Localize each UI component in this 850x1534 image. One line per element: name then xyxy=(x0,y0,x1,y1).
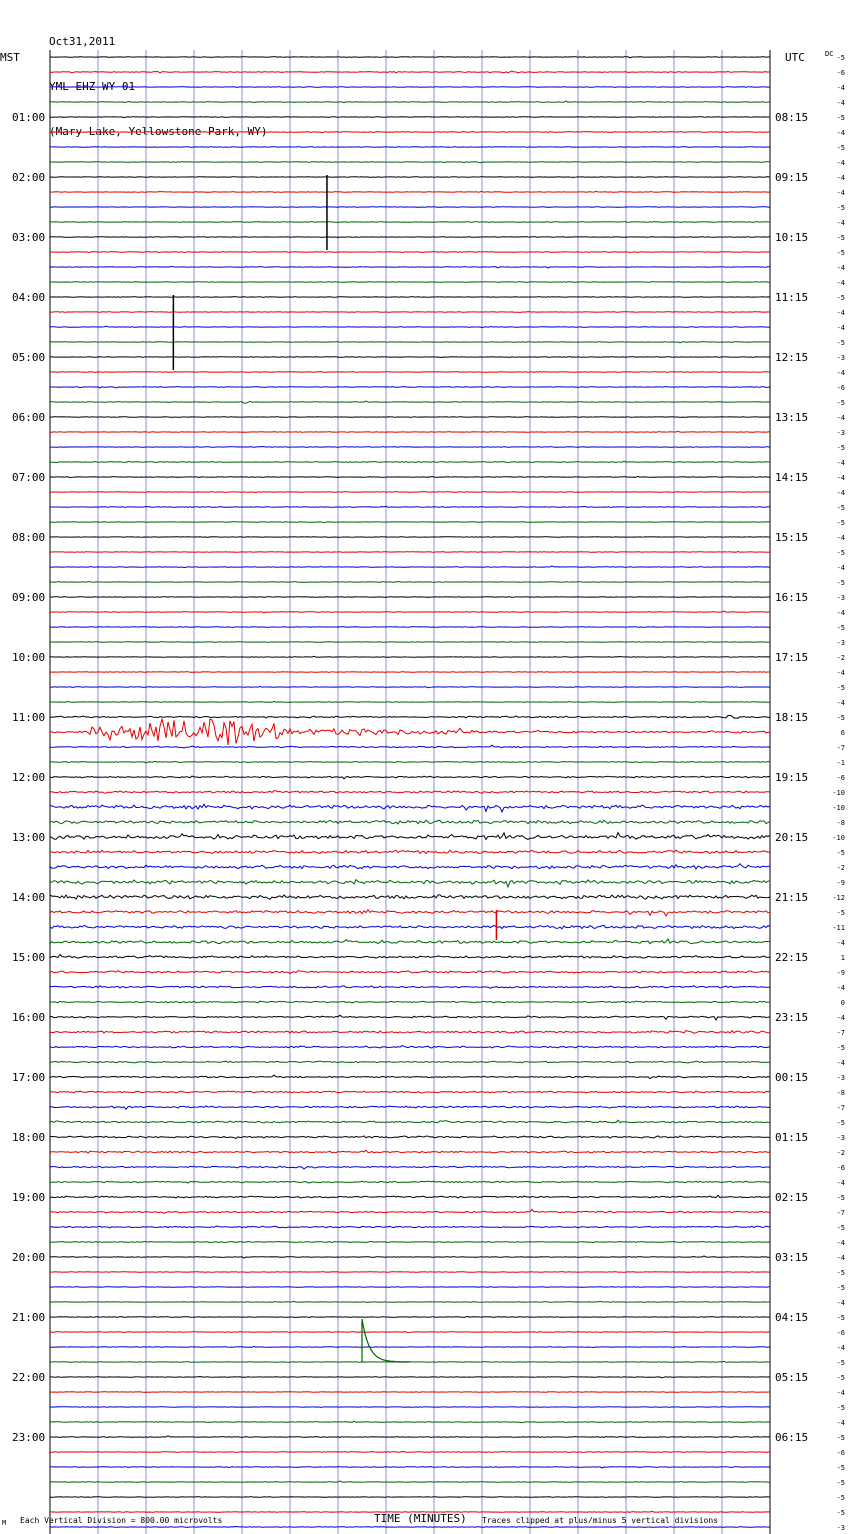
trace-line xyxy=(50,971,770,974)
trace-line xyxy=(50,1181,770,1183)
dc-offset-label: -5 xyxy=(836,54,845,62)
dc-offset-label: -4 xyxy=(836,159,845,167)
trace-line xyxy=(50,1421,770,1423)
mst-hour-label: 18:00 xyxy=(12,1131,46,1144)
mst-hour-label: 11:00 xyxy=(12,711,46,724)
trace-line xyxy=(50,1001,770,1003)
dc-offset-label: -5 xyxy=(836,549,845,557)
trace-line xyxy=(50,57,770,58)
dc-offset-label: -5 xyxy=(836,114,845,122)
trace-line xyxy=(50,1331,770,1332)
trace-line xyxy=(50,266,770,268)
dc-offset-label: -4 xyxy=(836,609,845,617)
dc-offset-label: -4 xyxy=(836,1344,845,1352)
dc-offset-label: -4 xyxy=(836,279,845,287)
utc-hour-label: 21:15 xyxy=(775,891,809,904)
trace-line xyxy=(50,1242,770,1243)
trace-line xyxy=(50,1467,770,1468)
mst-hour-label: 23:00 xyxy=(12,1431,46,1444)
dc-offset-label: -4 xyxy=(836,1254,845,1262)
dc-offset-label: -2 xyxy=(836,864,845,872)
dc-offset-label: -4 xyxy=(836,264,845,272)
trace-line xyxy=(50,476,770,477)
dc-offset-label: -8 xyxy=(836,1089,845,1097)
utc-hour-label: 10:15 xyxy=(775,231,809,244)
utc-hour-label: 12:15 xyxy=(775,351,809,364)
trace-line xyxy=(50,791,770,794)
dc-offset-label: -10 xyxy=(832,789,845,797)
dc-offset-label: -12 xyxy=(832,894,845,902)
trace-line xyxy=(50,715,770,718)
trace-line xyxy=(50,1317,770,1318)
dc-offset-label: -4 xyxy=(836,84,845,92)
trace-line xyxy=(50,387,770,388)
dc-offset-label: -4 xyxy=(836,174,845,182)
dc-offset-label: -2 xyxy=(836,1149,845,1157)
dc-offset-label: -7 xyxy=(836,1029,845,1037)
dc-offset-label: -4 xyxy=(836,489,845,497)
trace-line xyxy=(50,1061,770,1063)
trace-line xyxy=(50,776,770,779)
trace-line xyxy=(50,1377,770,1378)
mst-hour-label: 12:00 xyxy=(12,771,46,784)
dc-offset-label: -4 xyxy=(836,1239,845,1247)
dc-offset-label: -5 xyxy=(836,1359,845,1367)
trace-line xyxy=(50,833,770,840)
trace-line xyxy=(50,986,770,989)
dc-offset-label: -4 xyxy=(836,984,845,992)
trace-line xyxy=(50,701,770,702)
trace-line xyxy=(50,147,770,148)
utc-hour-label: 06:15 xyxy=(775,1431,809,1444)
dc-offset-label: -5 xyxy=(836,1374,845,1382)
mst-hour-label: 15:00 xyxy=(12,951,46,964)
trace-line xyxy=(50,191,770,192)
dc-offset-label: -6 xyxy=(836,774,845,782)
dc-offset-label: -8 xyxy=(836,819,845,827)
trace-line xyxy=(50,672,770,673)
dc-offset-label: -6 xyxy=(836,384,845,392)
dc-offset-label: -5 xyxy=(836,849,845,857)
trace-line xyxy=(50,1031,770,1034)
dc-offset-label: -3 xyxy=(836,1524,845,1532)
dc-offset-label: -5 xyxy=(836,1404,845,1412)
mst-hour-label: 06:00 xyxy=(12,411,46,424)
mst-hour-label: 09:00 xyxy=(12,591,46,604)
trace-line xyxy=(50,687,770,688)
dc-offset-label: -5 xyxy=(836,444,845,452)
trace-line xyxy=(50,1075,770,1079)
dc-offset-label: -4 xyxy=(836,1299,845,1307)
mst-hour-label: 13:00 xyxy=(12,831,46,844)
utc-hour-label: 15:15 xyxy=(775,531,809,544)
dc-offset-label: -4 xyxy=(836,369,845,377)
trace-line xyxy=(50,87,770,88)
utc-hour-label: 23:15 xyxy=(775,1011,809,1024)
trace-line xyxy=(50,162,770,163)
dc-offset-label: -3 xyxy=(836,594,845,602)
dc-offset-label: -5 xyxy=(836,1479,845,1487)
footer-scale-text: Each Vertical Division = 800.00 microvolts xyxy=(20,1516,223,1525)
trace-line xyxy=(50,745,770,748)
trace-line xyxy=(50,506,770,507)
footer-clip-text: Traces clipped at plus/minus 5 vertical divisions xyxy=(482,1516,719,1525)
dc-offset-label: -5 xyxy=(836,504,845,512)
dc-offset-label: -5 xyxy=(836,144,845,152)
dc-offset-label: -6 xyxy=(836,1164,845,1172)
dc-offset-label: -4 xyxy=(836,309,845,317)
trace-line xyxy=(50,177,770,178)
trace-line xyxy=(50,326,770,327)
trace-line xyxy=(50,357,770,358)
utc-hour-label: 13:15 xyxy=(775,411,809,424)
mst-hour-label: 04:00 xyxy=(12,291,46,304)
dc-offset-label: -1 xyxy=(836,759,845,767)
dc-offset-label: -5 xyxy=(836,1509,845,1517)
dc-offset-label: -3 xyxy=(836,639,845,647)
dc-offset-label: -2 xyxy=(836,654,845,662)
utc-hour-label: 08:15 xyxy=(775,111,809,124)
dc-offset-label: -6 xyxy=(836,69,845,77)
trace-line xyxy=(50,222,770,223)
trace-line xyxy=(50,447,770,448)
trace-line xyxy=(50,551,770,552)
utc-hour-label: 18:15 xyxy=(775,711,809,724)
dc-offset-label: -5 xyxy=(836,579,845,587)
dc-offset-label: -3 xyxy=(836,354,845,362)
dc-offset-label: -6 xyxy=(836,1449,845,1457)
trace-line xyxy=(50,820,770,824)
dc-offset-label: -5 xyxy=(836,1284,845,1292)
utc-hour-label: 05:15 xyxy=(775,1371,809,1384)
trace-line xyxy=(50,804,770,812)
utc-hour-label: 14:15 xyxy=(775,471,809,484)
dc-offset-label: -5 xyxy=(836,339,845,347)
dc-offset-label: -3 xyxy=(836,1074,845,1082)
trace-line xyxy=(50,719,770,745)
trace-line xyxy=(50,627,770,628)
dc-offset-label: 0 xyxy=(840,999,845,1007)
mst-hour-label: 02:00 xyxy=(12,171,46,184)
trace-line xyxy=(50,1407,770,1408)
trace-line xyxy=(50,850,770,854)
trace-line xyxy=(50,864,770,869)
dc-offset-label: -7 xyxy=(836,1209,845,1217)
trace-line xyxy=(50,1436,770,1438)
mst-hour-label: 03:00 xyxy=(12,231,46,244)
dc-offset-label: -4 xyxy=(836,219,845,227)
trace-line xyxy=(50,252,770,253)
trace-line xyxy=(50,1452,770,1453)
trace-line xyxy=(50,282,770,283)
utc-hour-label: 02:15 xyxy=(775,1191,809,1204)
trace-line xyxy=(50,1497,770,1498)
dc-offset-label: -3 xyxy=(836,429,845,437)
utc-hour-label: 09:15 xyxy=(775,171,809,184)
dc-offset-label: -5 xyxy=(836,909,845,917)
dc-offset-label: -7 xyxy=(836,744,845,752)
utc-hour-label: 04:15 xyxy=(775,1311,809,1324)
trace-line xyxy=(50,895,770,899)
dc-offset-label: -10 xyxy=(832,804,845,812)
dc-offset-label: 1 xyxy=(840,954,845,962)
trace-line xyxy=(50,1046,770,1048)
header-date: Oct31,2011 xyxy=(49,35,116,48)
trace-line xyxy=(50,117,770,118)
mst-hour-label: 05:00 xyxy=(12,351,46,364)
trace-line xyxy=(50,1209,770,1213)
trace-line xyxy=(50,955,770,959)
dc-offset-label: -5 xyxy=(836,249,845,257)
trace-group xyxy=(50,57,770,1534)
dc-offset-label: -4 xyxy=(836,1419,845,1427)
trace-line xyxy=(50,939,770,944)
dc-offset-label: -4 xyxy=(836,1059,845,1067)
dc-offset-label: -4 xyxy=(836,189,845,197)
trace-line xyxy=(50,492,770,493)
trace-line xyxy=(50,597,770,598)
trace-line xyxy=(50,566,770,568)
utc-zone-label: UTC xyxy=(785,51,805,64)
dc-offset-label: -5 xyxy=(836,1194,845,1202)
dc-offset-label: -5 xyxy=(836,234,845,242)
footer-left-mark: M xyxy=(2,1519,7,1527)
dc-offset-label: -9 xyxy=(836,879,845,887)
trace-line xyxy=(50,642,770,643)
trace-line xyxy=(50,431,770,432)
dc-offset-label: -5 xyxy=(836,399,845,407)
trace-line xyxy=(50,1226,770,1228)
trace-line xyxy=(50,582,770,583)
trace-line xyxy=(50,1150,770,1153)
utc-hour-label: 20:15 xyxy=(775,831,809,844)
dc-offset-label: -5 xyxy=(836,519,845,527)
mst-hour-label: 14:00 xyxy=(12,891,46,904)
dc-offset-label: -4 xyxy=(836,129,845,137)
trace-line xyxy=(50,237,770,238)
mst-hour-label: 17:00 xyxy=(12,1071,46,1084)
dc-offset-label: -4 xyxy=(836,1389,845,1397)
dc-offset-label: -4 xyxy=(836,939,845,947)
utc-hour-label: 19:15 xyxy=(775,771,809,784)
mst-hour-label: 20:00 xyxy=(12,1251,46,1264)
dc-offset-label: -4 xyxy=(836,699,845,707)
dc-offset-label: -5 xyxy=(836,204,845,212)
trace-line xyxy=(50,1392,770,1393)
mst-hour-label: 08:00 xyxy=(12,531,46,544)
dc-offset-label: -5 xyxy=(836,1314,845,1322)
trace-line xyxy=(50,297,770,298)
mst-hour-label: 16:00 xyxy=(12,1011,46,1024)
trace-line xyxy=(50,910,770,916)
dc-offset-label: -4 xyxy=(836,1014,845,1022)
trace-line xyxy=(50,1106,770,1109)
trace-line xyxy=(50,1166,770,1169)
trace-line xyxy=(50,1287,770,1288)
dc-offset-label: -5 xyxy=(836,294,845,302)
trace-line xyxy=(50,522,770,523)
mst-hour-label: 10:00 xyxy=(12,651,46,664)
dc-offset-label: -5 xyxy=(836,1224,845,1232)
mst-hour-label: 22:00 xyxy=(12,1371,46,1384)
utc-hour-label: 22:15 xyxy=(775,951,809,964)
trace-line xyxy=(50,1136,770,1139)
trace-line xyxy=(50,1301,770,1302)
trace-line xyxy=(50,1091,770,1093)
dc-offset-label: -5 xyxy=(836,1044,845,1052)
trace-line xyxy=(50,1346,770,1347)
dc-offset-label: -5 xyxy=(836,714,845,722)
header-location: (Mary Lake, Yellowstone Park, WY) xyxy=(49,125,268,138)
dc-label: DC xyxy=(825,50,834,58)
trace-line xyxy=(50,1481,770,1482)
dc-offset-label: -11 xyxy=(832,924,845,932)
trace-line xyxy=(50,1195,770,1198)
utc-hour-label: 11:15 xyxy=(775,291,809,304)
dc-offset-label: -7 xyxy=(836,1104,845,1112)
mst-zone-label: MST xyxy=(0,51,20,64)
dc-offset-label: -4 xyxy=(836,324,845,332)
dc-offset-label: -5 xyxy=(836,624,845,632)
mst-hour-label: 21:00 xyxy=(12,1311,46,1324)
trace-line xyxy=(50,207,770,208)
dc-offset-label: -5 xyxy=(836,1119,845,1127)
trace-line xyxy=(50,342,770,343)
trace-line xyxy=(50,312,770,313)
utc-hour-label: 17:15 xyxy=(775,651,809,664)
dc-offset-label: -5 xyxy=(836,1269,845,1277)
dc-offset-label: -4 xyxy=(836,474,845,482)
trace-line xyxy=(50,762,770,764)
trace-line xyxy=(50,537,770,538)
dc-offset-label: 6 xyxy=(840,729,845,737)
trace-line xyxy=(50,611,770,613)
header-station: YML EHZ WY 01 xyxy=(49,80,136,93)
dc-offset-label: -4 xyxy=(836,564,845,572)
utc-hour-label: 03:15 xyxy=(775,1251,809,1264)
trace-line xyxy=(50,401,770,403)
dc-offset-label: -4 xyxy=(836,414,845,422)
mst-hour-label: 07:00 xyxy=(12,471,46,484)
dc-offset-label: -4 xyxy=(836,1179,845,1187)
trace-line xyxy=(50,656,770,657)
dc-offset-label: -5 xyxy=(836,684,845,692)
mst-hour-label: 19:00 xyxy=(12,1191,46,1204)
dc-offset-label: -3 xyxy=(836,1134,845,1142)
utc-hour-label: 01:15 xyxy=(775,1131,809,1144)
dc-offset-label: -4 xyxy=(836,99,845,107)
trace-line xyxy=(50,1015,770,1020)
trace-line xyxy=(50,1120,770,1123)
dc-offset-label: -4 xyxy=(836,534,845,542)
dc-offset-label: -10 xyxy=(832,834,845,842)
dc-offset-label: -5 xyxy=(836,1494,845,1502)
trace-line xyxy=(50,101,770,103)
dc-offset-label: -5 xyxy=(836,1434,845,1442)
x-axis-title: TIME (MINUTES) xyxy=(374,1512,467,1525)
utc-hour-label: 16:15 xyxy=(775,591,809,604)
utc-hour-label: 00:15 xyxy=(775,1071,809,1084)
trace-line xyxy=(50,71,770,73)
trace-line xyxy=(50,417,770,418)
dc-offset-label: -4 xyxy=(836,459,845,467)
trace-line xyxy=(50,880,770,887)
trace-line xyxy=(50,372,770,373)
mst-hour-label: 01:00 xyxy=(12,111,46,124)
dc-offset-label: -4 xyxy=(836,669,845,677)
trace-line xyxy=(50,926,770,929)
dc-offset-label: -9 xyxy=(836,969,845,977)
trace-line xyxy=(50,461,770,462)
dc-offset-label: -5 xyxy=(836,1464,845,1472)
trace-line xyxy=(50,1256,770,1258)
dc-offset-label: -6 xyxy=(836,1329,845,1337)
trace-line xyxy=(50,1527,770,1528)
trace-line xyxy=(50,1272,770,1273)
trace-line xyxy=(50,132,770,133)
